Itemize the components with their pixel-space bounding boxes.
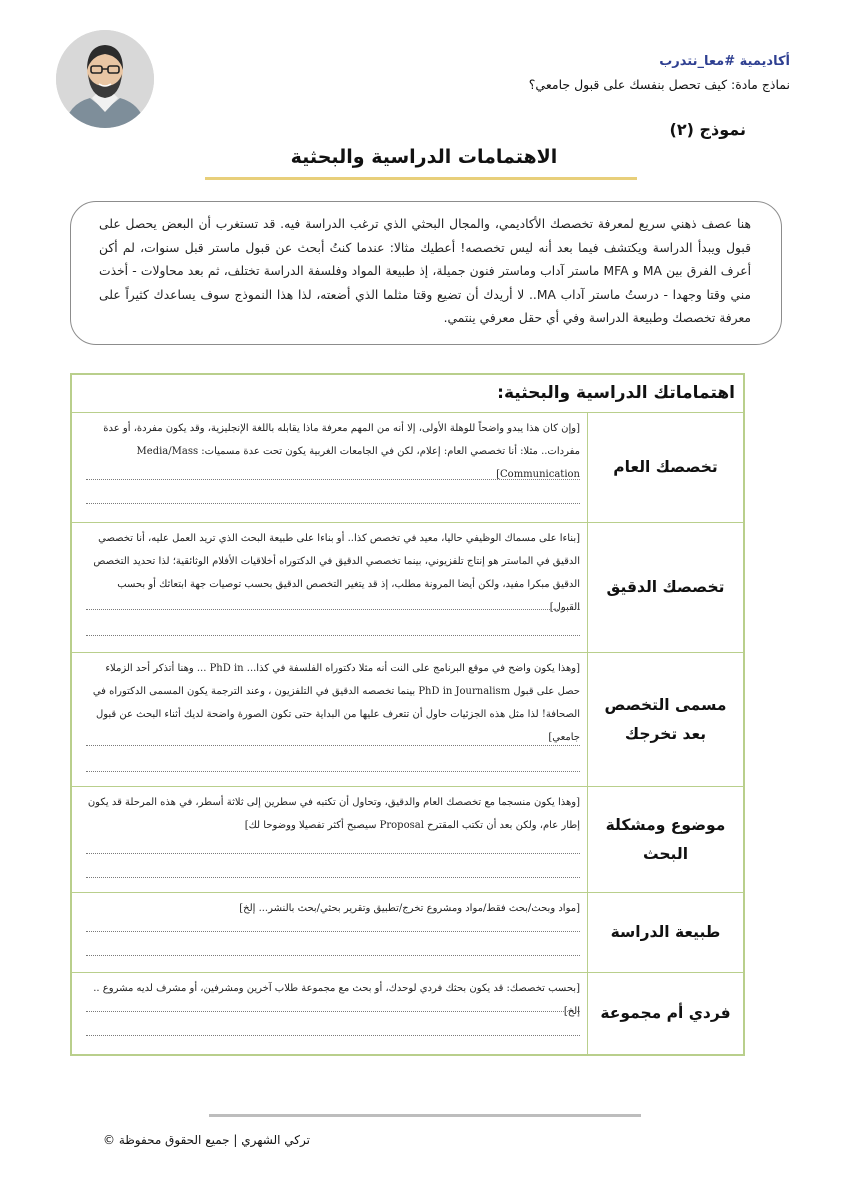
- answer-line[interactable]: [86, 479, 580, 480]
- answer-line[interactable]: [86, 931, 580, 932]
- author-portrait-icon: [56, 30, 154, 128]
- academy-hashtag: أكاديمية #معا_نتدرب: [659, 54, 790, 69]
- table-row-general-major: [72, 413, 743, 523]
- course-subtitle: نماذج مادة: كيف تحصل بنفسك على قبول جامعي؟: [528, 77, 790, 92]
- footer-copyright: تركي الشهري | جميع الحقوق محفوظة ©: [103, 1133, 310, 1147]
- answer-line[interactable]: [86, 1011, 580, 1012]
- answer-line[interactable]: [86, 877, 580, 878]
- answer-line[interactable]: [86, 503, 580, 504]
- row-hint: [بناءا على مسماك الوظيفي حاليا، معيد في تخصص كذا.. أو بناءا على طبيعة البحث الذي تريد العمل عليه، أنا تخصصي الدقيق في الماستر هو إنتاج تلفزيوني، بينما تخصصي الدقيق في الدكتوراه أخلاقيات الأفلام الوثائقية؛ لذا تحديد التخصص الدقيق مبكرا مفيد، ولكن أيضا المرونة مطلب، إذ قد يتغير التخصص الدقيق بحسب توصيات جهة ابتعاثك أو بحسب القبول]: [93, 533, 580, 613]
- row-hint: [بحسب تخصصك: قد يكون بحثك فردي لوحدك، أو بحث مع مجموعة طلاب آخرين ومشرفين، أو مشرف لديه مشروع .. إلخ]: [93, 983, 580, 1017]
- answer-line[interactable]: [86, 955, 580, 956]
- row-hint: [مواد وبحث/بحث فقط/مواد ومشروع تخرج/تطبيق وتقرير بحثي/بحث بالنشر... إلخ]: [239, 903, 580, 914]
- row-label: فردي أم مجموعة: [587, 973, 743, 1054]
- answer-line[interactable]: [86, 1035, 580, 1036]
- intro-box: [70, 201, 782, 345]
- table-row-study-type: [72, 893, 743, 973]
- answer-line[interactable]: [86, 745, 580, 746]
- row-label: تخصصك العام: [587, 413, 743, 522]
- row-label: طبيعة الدراسة: [587, 893, 743, 972]
- page-title: الاهتمامات الدراسية والبحثية: [290, 146, 558, 168]
- answer-line[interactable]: [86, 853, 580, 854]
- title-underline: [205, 177, 637, 180]
- answer-line[interactable]: [86, 609, 580, 610]
- table-row-individual-or-group: [72, 973, 743, 1054]
- answer-line[interactable]: [86, 635, 580, 636]
- row-label: تخصصك الدقيق: [587, 523, 743, 652]
- table-row-degree-title: [72, 653, 743, 787]
- row-hint: [وهذا يكون منسجما مع تخصصك العام والدقيق، وتحاول أن تكتبه في سطرين إلى ثلاثة أسطر، في هذه المرحلة قد يكون إطار عام، ولكن بعد أن تكتب المقترح Proposal سيصبح أكثر تفصيلا ووضوحا لك]: [87, 797, 580, 831]
- row-label: مسمى التخصص بعد تخرجك: [587, 653, 743, 786]
- footer-divider: [209, 1114, 641, 1117]
- model-number: نموذج (٢): [669, 120, 746, 139]
- intro-paragraph: هنا عصف ذهني سريع لمعرفة تخصصك الأكاديمي، والمجال البحثي الذي ترغب الدراسة فيه. قد تستغرب أن البعض يحصل على قبول ويبدأ الدراسة ويكتشف فيما بعد أنه ليس تخصصه! أعطيك مثالا: عندما كنتُ أبحث عن قبول ماستر قبل سنوات، لم أكن أعرف الفرق بين MA و MFA ماستر آداب وماستر فنون جميلة، إذ طبيعة المواد وفلسفة الدراسة تختلف، ثم بعد محاولات - أخذت مني وقتا وجهدا - درستُ ماستر آداب MA.. لا أريدك أن تضيع وقتا مثلما الذي أضعته، لذا هذا النموذج سوف يساعدك كثيراً على معرفة تخصصك وطبيعة الدراسة وفي أي حقل معرفي ينتمي.: [99, 217, 752, 325]
- row-hint: [وإن كان هذا يبدو واضحاً للوهلة الأولى، إلا أنه من المهم معرفة ماذا يقابله باللغة الإنجليزية، وقد يكون مفردة، أو عدة مفردات.. مثلا: أنا تخصصي العام: إعلام، لكن في الجامعات الغربية يكون تحت عدة مسميات: Media/Mass Communication]: [103, 423, 580, 480]
- row-hint: [وهذا يكون واضح في موقع البرنامج على النت أنه مثلا دكتوراه الفلسفة في كذا... PhD in ... وهنا أتذكر أحد الزملاء حصل على قبول PhD in Journalism بينما تخصصه الدقيق في التلفزيون ، وعند الترجمة يكون المسمى الدكتوراه في الصحافة! لذا مثل هذه الجزئيات حاول أن تتعرف عليها من البداية حتى تكون الصورة واضحة لديك أثناء البحث عن قبول جامعي]: [92, 663, 580, 743]
- row-label: موضوع ومشكلة البحث: [587, 787, 743, 892]
- table-row-research-topic: [72, 787, 743, 893]
- table-heading: اهتماماتك الدراسية والبحثية:: [72, 375, 743, 413]
- author-avatar: [56, 30, 154, 128]
- answer-line[interactable]: [86, 771, 580, 772]
- table-row-specific-major: [72, 523, 743, 653]
- interests-table: [70, 373, 745, 1056]
